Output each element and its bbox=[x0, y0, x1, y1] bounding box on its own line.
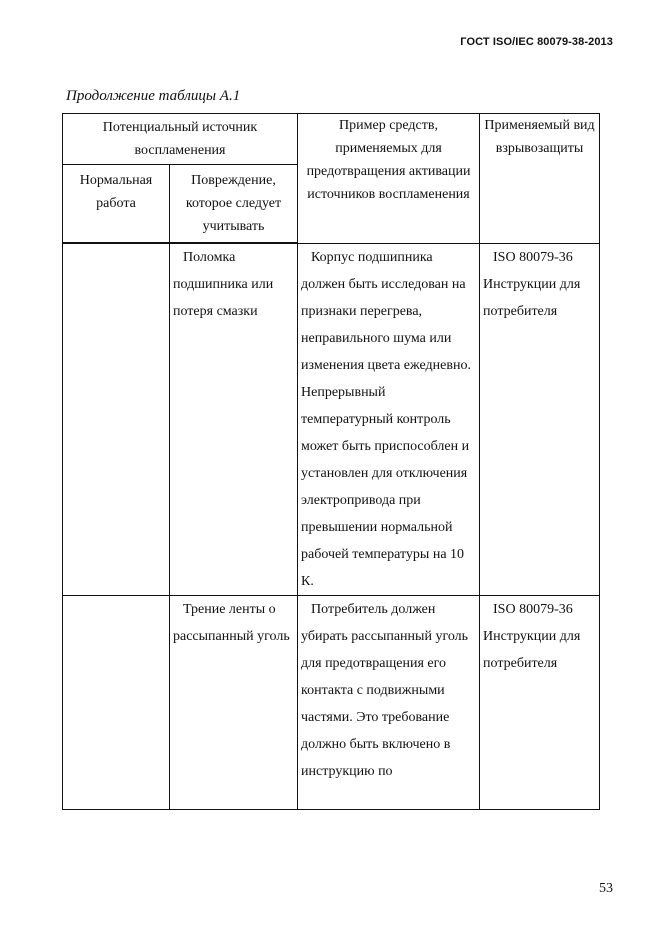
cell-protection-type bbox=[480, 243, 600, 595]
page-number: 53 bbox=[599, 881, 613, 896]
table-row bbox=[63, 595, 600, 809]
cell-prevention-measures: Корпус подшипника должен быть исследован на признаки перегрева, неправильного шума или изменения цвета ежедневно. Непрерывный температурный контроль может быть приспособлен и установлен для отключения электропривода при превышении нормальной рабочей температуры на 10 К. bbox=[298, 243, 480, 595]
cell-normal-operation bbox=[63, 595, 170, 809]
header-ignition-source: Потенциальный источник воспламенения bbox=[63, 114, 298, 165]
cell-damage: Поломка подшипника или потеря смазки bbox=[170, 243, 298, 595]
protection-note: Инструкции для потребителя bbox=[483, 628, 581, 671]
header-prevention-measures: Пример средств, применяемых для предотвращения активации источников воспламенения bbox=[298, 114, 480, 244]
protection-standard: ISO 80079-36 bbox=[493, 601, 573, 617]
table-row bbox=[63, 243, 600, 595]
protection-standard: ISO 80079-36 bbox=[493, 249, 573, 265]
ignition-sources-table bbox=[62, 113, 600, 810]
document-header: ГОСТ ISO/IEC 80079-38-2013 bbox=[460, 36, 613, 48]
header-damage: Повреждение, которое следует учитывать bbox=[170, 165, 298, 244]
cell-damage: Трение ленты о рассыпанный уголь bbox=[170, 595, 298, 809]
header-normal-operation: Нормальная работа bbox=[63, 165, 170, 244]
cell-normal-operation bbox=[63, 243, 170, 595]
table-caption: Продолжение таблицы А.1 bbox=[66, 88, 241, 104]
header-protection-type: Применяемый вид взрывозащиты bbox=[480, 114, 600, 244]
protection-note: Инструкции для потребителя bbox=[483, 276, 581, 319]
cell-prevention-measures: Потребитель должен убирать рассыпанный уголь для предотвращения его контакта с подвижными частями. Это требование должно быть включено в инструкцию по bbox=[298, 595, 480, 809]
cell-protection-type bbox=[480, 595, 600, 809]
